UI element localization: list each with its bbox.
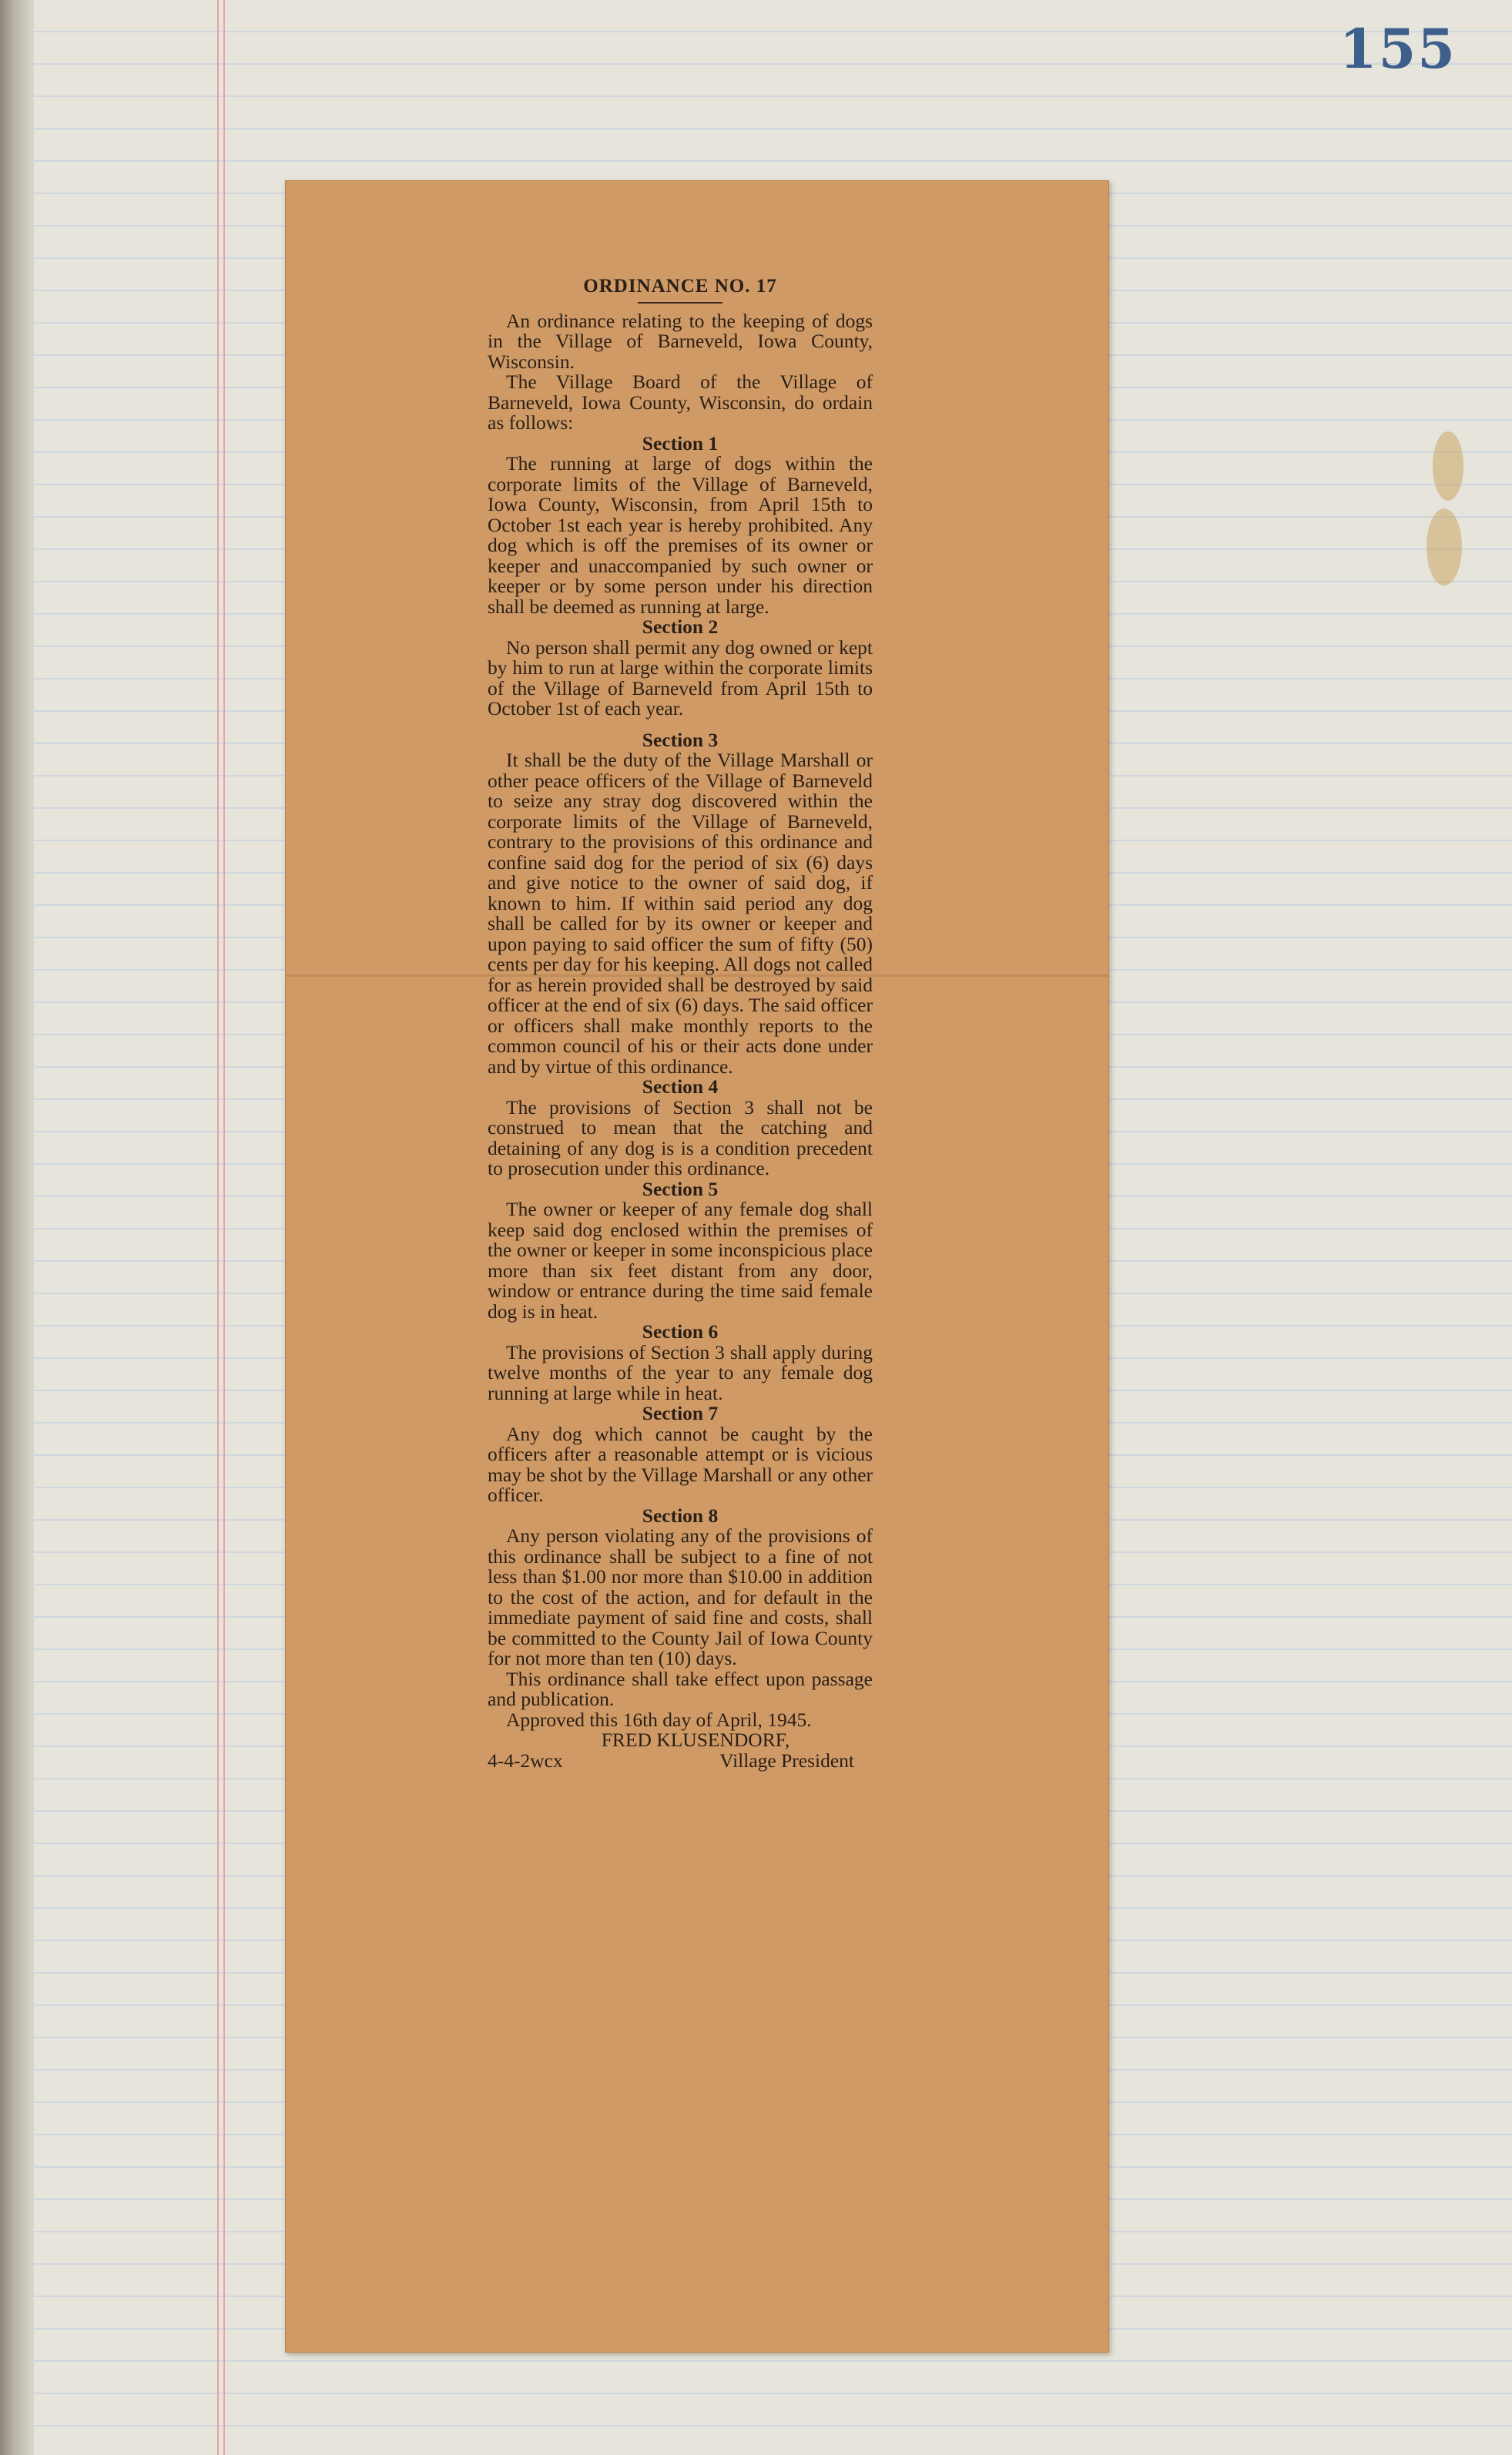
paper-stain	[1433, 431, 1463, 501]
margin-line	[217, 0, 219, 2455]
section-heading: Section 1	[642, 431, 719, 454]
title-rule	[638, 302, 722, 304]
margin-line	[223, 0, 225, 2455]
section-heading: Section 3	[642, 728, 719, 751]
ordinance-intro: An ordinance relating to the keeping of dogs in the Village of Barneveld, Iowa County, Wisconsin.	[488, 309, 873, 373]
publication-code: 4-4-2wcx	[488, 1749, 563, 1772]
section-heading: Section 7	[642, 1402, 719, 1424]
section-text: The running at large of dogs within the corporate limits of the Village of Barneveld, Iowa County, Wisconsin, from April 15th to October 1st each year is hereby prohibited. Any dog which is off the premises of its owner or keeper and unaccompanied by such owner or keeper or by some person under his direction shall be deemed as running at large.	[488, 452, 873, 618]
section-text: No person shall permit any dog owned or kept by him to run at large within the corporate limits of the Village of Barneveld from April 15th to October 1st of each year.	[488, 636, 873, 719]
section-text: It shall be the duty of the Village Marshall or other peace officers of the Village of Barneveld to seize any stray dog discovered within the corporate limits of the Village of Barneveld, contrary to the provisions of this ordinance and confine said dog for the period of six (6) days and give notice to the owner of said dog, if known to him. If within said period any dog shall be called for by its owner or keeper and upon paying to said officer the sum of fifty (50) cents per day for his keeping. All dogs not called for as herein provided shall be destroyed by said officer at the end of six (6) days. The said officer or officers shall make monthly reports to the common council of his or their acts done under and by virtue of this ordinance.	[488, 749, 873, 1078]
ordinance-title: ORDINANCE NO. 17	[583, 276, 777, 297]
section-heading: Section 6	[642, 1320, 719, 1343]
newspaper-clipping	[285, 180, 1109, 2353]
section-text: The owner or keeper of any female dog shall keep said dog enclosed within the premises of the owner or keeper in some inconspicious place more than six feet distant from any door, window or entrance during the time said female dog is in heat.	[488, 1198, 873, 1323]
section-heading: Section 5	[642, 1177, 719, 1200]
section-text: The provisions of Section 3 shall not be construed to mean that the catching and detaining of any dog is is a condition precedent to prosecution under this ordinance.	[488, 1095, 873, 1179]
page-number: 155	[1339, 17, 1457, 81]
section-heading: Section 2	[642, 615, 719, 638]
paper-stain	[1427, 508, 1462, 585]
section-heading: Section 4	[642, 1075, 719, 1098]
ordinance-text	[488, 277, 873, 1771]
effective-clause: This ordinance shall take effect upon passage and publication.	[488, 1667, 873, 1710]
signer-name: FRED KLUSENDORF,	[601, 1729, 790, 1751]
section-text: Any dog which cannot be caught by the officers after a reasonable attempt or is vicious may be shot by the Village Marshall or any other officer.	[488, 1422, 873, 1506]
section-heading: Section 8	[642, 1504, 719, 1527]
section-text: Any person violating any of the provisions of this ordinance shall be subject to a fine of not less than $1.00 nor more than $10.00 in addition to the cost of the action, and for default in the immediate payment of said fine and costs, shall be committed to the County Jail of Iowa County for not more than ten (10) days.	[488, 1524, 873, 1669]
section-text: The provisions of Section 3 shall apply during twelve months of the year to any female dog running at large while in heat.	[488, 1340, 873, 1404]
signer-title: Village President	[719, 1749, 854, 1772]
ordinance-enactment: The Village Board of the Village of Barneveld, Iowa County, Wisconsin, do ordain as follows:	[488, 371, 873, 434]
approval-date: Approved this 16th day of April, 1945.	[506, 1708, 812, 1731]
book-spine	[0, 0, 34, 2455]
signature-row	[488, 1751, 873, 1772]
